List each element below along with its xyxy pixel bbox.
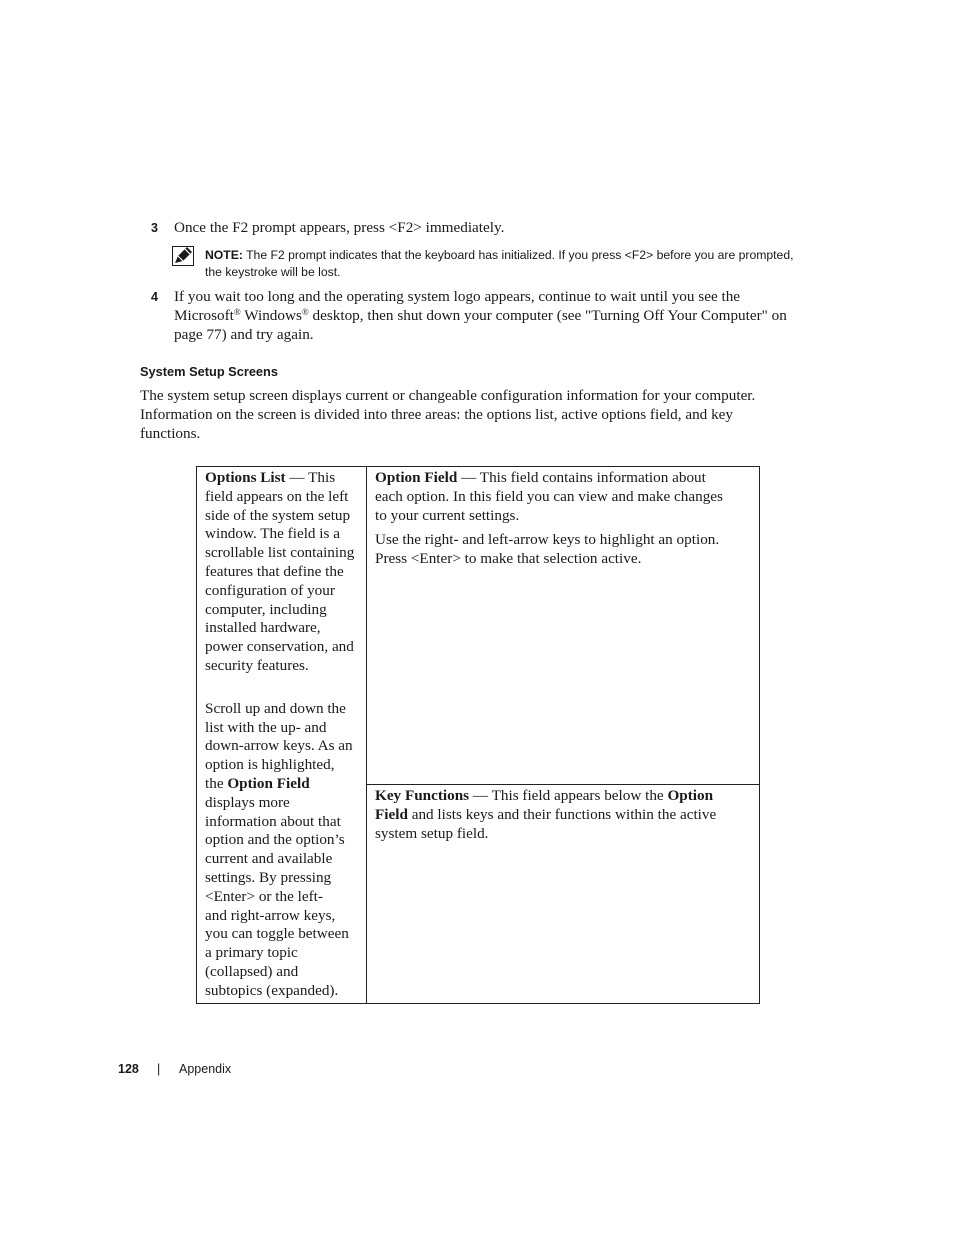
step-4-text (174, 288, 834, 344)
key-functions-cell: Key Functions — This field appears below the Option Field and lists keys and their functions within the active system setup field. (367, 785, 760, 1004)
step-3-text: Once the F2 prompt appears, press <F2> immediately. (174, 219, 505, 236)
note-pencil-icon (172, 246, 194, 266)
footer-section: Appendix (179, 1062, 232, 1076)
step-number-4: 4 (151, 290, 158, 304)
note-line-1: The F2 prompt indicates that the keyboard has initialized. If you press <F2> before you are prompted, (246, 248, 794, 262)
note-label: NOTE: (205, 248, 243, 262)
registered-mark: ® (301, 306, 309, 317)
option-field-title: Option Field (375, 469, 458, 486)
page-number: 128 (118, 1062, 139, 1076)
step-4-line-1: If you wait too long and the operating system logo appears, continue to wait until you see the (174, 288, 741, 305)
key-functions-title: Key Functions (375, 787, 470, 804)
section-heading: System Setup Screens (140, 364, 278, 379)
options-list-title: Options List (205, 469, 286, 486)
note-block (205, 247, 825, 281)
intro-line-2: Information on the screen is divided into three areas: the options list, active options field, and key (140, 405, 734, 423)
note-line-2: the keystroke will be lost. (205, 265, 341, 279)
footer-separator: | (157, 1062, 161, 1076)
step-number-3: 3 (151, 221, 158, 235)
intro-line-1: The system setup screen displays current or changeable configuration information for your computer. (140, 387, 756, 404)
option-field-cell: Option Field — This field contains information about each option. In this field you can view and make changes to your current settings. Use the right- and left-arrow keys to highlight an option. Press <Enter> to make that selection active. (367, 467, 760, 785)
step-4-line-3: page 77) and try again. (174, 325, 314, 343)
system-setup-table (196, 466, 760, 1004)
option-field-ref: Option Field (227, 774, 310, 792)
registered-mark: ® (233, 306, 241, 317)
options-list-cell: Options List — This field appears on the left side of the system setup window. The field is a scrollable list containing features that define the configuration of your computer, including installed hardware, power conservation, and security features. Scroll up and down the list with the up- and down-arrow keys. As an option is highlighted, the Option Field displays more information about that option and the option’s current and available settings. By pressing <Enter> or the left- and right-arrow keys, you can toggle between a primary topic (collapsed) and subtopics (expanded). (197, 467, 367, 1004)
step-4-line-2: Microsoft® Windows® desktop, then shut down your computer (see "Turning Off Your Computer" on (174, 306, 787, 324)
intro-line-3: functions. (140, 424, 201, 442)
intro-paragraph (140, 387, 820, 443)
